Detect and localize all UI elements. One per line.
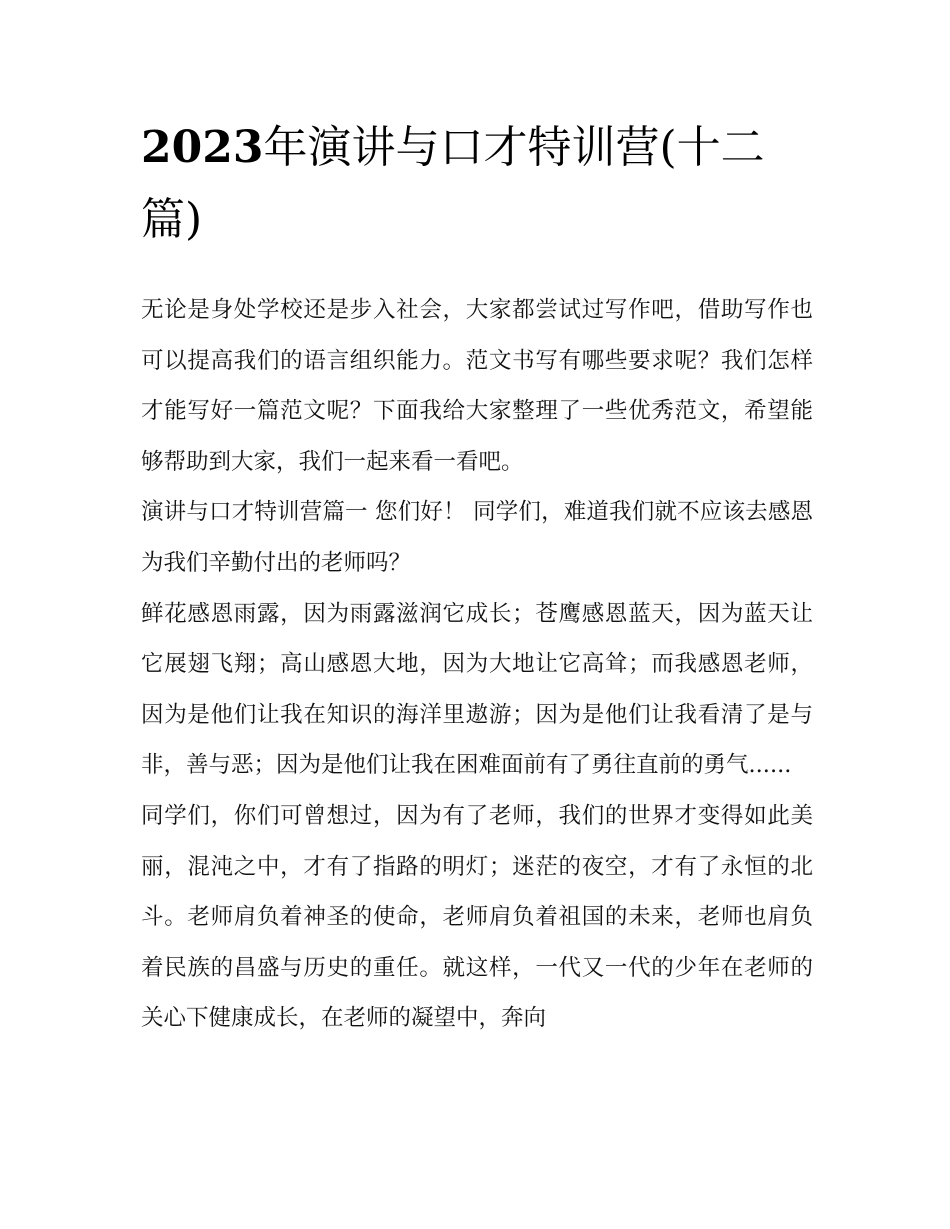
paragraph-intro: 无论是身处学校还是步入社会，大家都尝试过写作吧，借助写作也可以提高我们的语言组织能力。范文书写有哪些要求呢？我们怎样才能写好一篇范文呢？下面我给大家整理了一些优秀范文，希望能够帮助到大家，我们一起来看一看吧。 (141, 297, 813, 475)
paragraph-list (141, 285, 813, 1044)
paragraph-speech-opening: 演讲与口才特训营篇一 您们好！ 同学们，难道我们就不应该去感恩为我们辛勤付出的老师吗？ (141, 499, 813, 576)
document-body (141, 112, 813, 1044)
title-year: 2023 (141, 122, 264, 173)
document-title (141, 112, 813, 256)
title-text: 年演讲与口才特训营(十二篇) (141, 122, 765, 245)
paragraph-gratitude: 鲜花感恩雨露，因为雨露滋润它成长；苍鹰感恩蓝天，因为蓝天让它展翅飞翔；高山感恩大地，因为大地让它高耸；而我感恩老师，因为是他们让我在知识的海洋里遨游；因为是他们让我看清了是与非，善与恶；因为是他们让我在困难面前有了勇往直前的勇气...... (141, 600, 813, 779)
paragraph-teachers: 同学们，你们可曾想过，因为有了老师，我们的世界才变得如此美丽，混沌之中，才有了指路的明灯；迷茫的夜空，才有了永恒的北斗。老师肩负着神圣的使命，老师肩负着祖国的未来，老师也肩负着民族的昌盛与历史的重任。就这样，一代又一代的少年在老师的关心下健康成长，在老师的凝望中，奔向 (141, 802, 813, 1032)
